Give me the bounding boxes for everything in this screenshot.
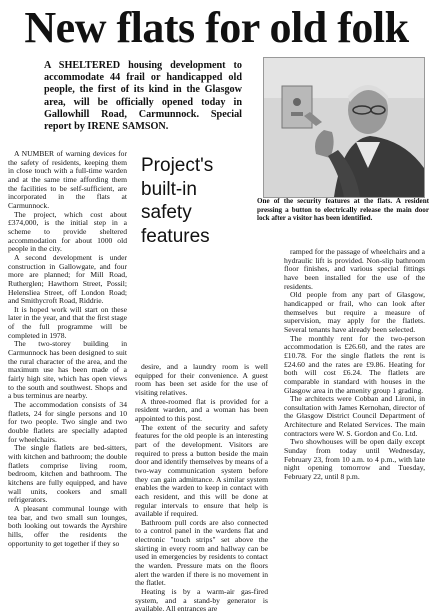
pull-quote-line: safety — [141, 202, 192, 223]
photo-caption: One of the security features at the flats. A resident pressing a button to electrically release the main door lock after a visitor has been identified. — [257, 197, 429, 223]
body-paragraph: Heating is by a warm-air gas-fired system, and a stand-by generator is available. All entrances are — [135, 587, 268, 614]
body-paragraph: Bathroom pull cords are also connected to a control panel in the wardens flat and electronic "touch strips" set above the skirting in every room and hallway can be used in emergencies by residents to contact the warden. Pressure mats on the floors alert the warden if there is no movement in the flatlet. — [135, 517, 268, 588]
body-paragraph: The monthly rent for the two-person accommodation is £26.60, and the rates are £10.78. For the single flatlets the rent is £24.60 and the rates are £9.86. Heating for both will cost £6.24. The flatlets are comparable in standard with houses in the Glasgow area in the amenity group 1 grading. — [284, 333, 425, 395]
body-paragraph: The project, which cost about £374,000, is the initial step in a scheme to provide sheltered accommodation for about 1000 old people in the city. — [8, 209, 127, 254]
pull-quote-line: built-in — [141, 178, 197, 200]
body-paragraph: desire, and a laundry room is well equipped for their convenience. A guest room has been set aside for the use of visiting relatives. — [135, 362, 268, 397]
body-paragraph: Two showhouses will be open daily except Sunday from today until Wednesday, February 23, from 10 a.m. to 4 p.m., with late night opening tomorrow and Tuesday, February 22, until 8 p.m. — [284, 437, 425, 482]
body-column-2 — [135, 363, 268, 614]
body-paragraph: The extent of the security and safety features for the old people is an interesting part of the development. Visitors are required to press a button beside the main door and identify themselves by means of a two-way communication system before they can gain admittance. A similar system enables the warden to keep in contact with each resident, and this will be done at regular intervals to ensure that help is available if required. — [135, 422, 268, 519]
lead-paragraph: A SHELTERED housing development to accommodate 44 frail or handicapped old people, the first of its kind in the Glasgow area, will be officially opened today in Gallowhill Road, Carmunnock. Special report by IRENE SAMSON. — [44, 60, 242, 133]
body-paragraph: The single flatlets are bed-sitters, with kitchen and bathroom; the double flatlets comprise living room, bedroom, kitchen and bathroom. The kitchens are fully equipped, and have wall units, cookers and small refrigerators. — [8, 443, 127, 505]
body-paragraph: A pleasant communal lounge with tea bar, and two small sun lounges, both looking out towards the Ayrshire hills, offer the residents the opportunity to get together if they so — [8, 503, 127, 548]
pull-quote — [141, 154, 259, 248]
headline: New flats for old folk — [24, 3, 409, 52]
resident-pressing-button-photo — [264, 58, 424, 197]
body-paragraph: A second development is under construction in Gallowgate, and four more are planned; for Mill Road, Rutherglen; Hawthorn Street, Possil; Helensliea Street, off London Road; and Smithycroft Road, Riddrie. — [8, 252, 127, 306]
body-paragraph: ramped for the passage of wheelchairs and a hydraulic lift is provided. Non-slip bathroom floor finishes, and various special fittings have been installed for the use of the residents. — [284, 247, 425, 291]
body-paragraph: The accommodation consists of 34 flatlets, 24 for single persons and 10 for two people. Two single and two double flatlets are specially adapted for wheelchairs. — [8, 400, 127, 444]
body-paragraph: Old people from any part of Glasgow, handicapped or frail, who can look after themselves but require a measure of supervision, may apply for the flatlets. Several tenants have already been selected. — [284, 290, 425, 334]
body-column-1 — [8, 150, 127, 548]
body-paragraph: The architects were Cobban and Lironi, in consultation with James Kernohan, director of the Glasgow District Council Department of Architecture and Related Services. The main contractors were W. S. Gordon and Co. Ltd. — [284, 394, 425, 438]
body-paragraph: A three-roomed flat is provided for a resident warden, and a woman has been appointed to this post. — [135, 396, 268, 423]
body-paragraph: It is hoped work will start on these later in the year, and that the first stage of the full programme will be completed in 1978. — [8, 304, 127, 340]
pull-quote-line: features — [141, 225, 210, 247]
body-column-3 — [284, 248, 425, 482]
body-paragraph: A NUMBER of warning devices for the safety of residents, keeping them in close touch with a full-time warden and at the same time affording them the facilities to be self-sufficient, are incorporated in the flats at Carmunnock. — [8, 149, 127, 210]
article-photo — [263, 57, 425, 198]
body-paragraph: The two-storey building in Carmunnock has been designed to suit the rural character of the area, and the maximum use has been made of a fairly high site, which has open views to the south and southwest. Shops and a bus terminus are nearby. — [8, 339, 127, 401]
pull-quote-line: Project's — [141, 155, 214, 176]
